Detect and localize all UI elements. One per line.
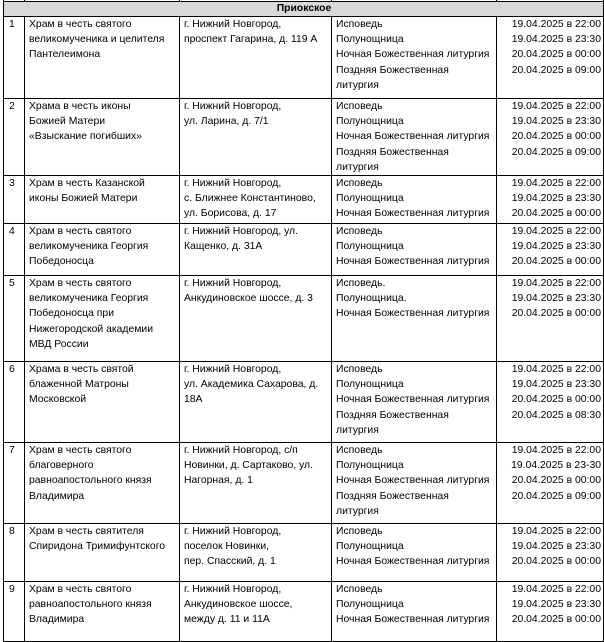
church-name-line: Храма в честь иконы xyxy=(29,101,131,112)
church-name xyxy=(25,223,180,275)
church-address xyxy=(180,581,332,641)
service-times-line: 19.04.2025 в 22:00 xyxy=(511,444,601,456)
service-list-line: Ночная Божественная литургия xyxy=(336,556,490,568)
church-name xyxy=(25,442,180,523)
service-list-line: Исповедь xyxy=(336,363,383,375)
service-times-line: 20.04.2025 в 09:00 xyxy=(511,490,601,502)
service-times-line: 19.04.2025 в 23:30 xyxy=(511,241,601,253)
district-header: Приокское xyxy=(4,2,604,17)
row-number: 2 xyxy=(4,99,25,176)
church-name-line: блаженной Матроны xyxy=(29,379,129,391)
church-address-line: между д. 11 и 11А xyxy=(184,614,270,626)
service-list-line: Исповедь xyxy=(336,525,383,537)
church-name-line: Божией Матери xyxy=(29,116,106,128)
church-address-line: ул. Ларина, д. 7/1 xyxy=(184,116,269,128)
service-list-line: Ночная Божественная литургия xyxy=(336,49,490,61)
church-name-line: Владимира xyxy=(29,614,85,626)
church-name-line: иконы Божией Матери xyxy=(29,193,138,205)
service-times-line: 20.04.2025 в 00:00 xyxy=(511,131,601,143)
church-name xyxy=(25,581,180,641)
service-list-line: Полунощница xyxy=(336,599,404,611)
church-address-line: г. Нижний Новгород, xyxy=(184,525,282,537)
table-row xyxy=(4,581,604,641)
service-list-line: Полунощница xyxy=(336,241,404,253)
church-name-line: Спиридона Тримифунтского xyxy=(29,541,166,553)
service-times-line: 20.04.2025 в 00:00 xyxy=(511,208,601,220)
table-row xyxy=(4,223,604,275)
service-times-line: 19.04.2025 в 22:00 xyxy=(511,363,601,375)
schedule-table xyxy=(3,0,604,642)
service-list-line: Ночная Божественная литургия xyxy=(336,308,490,320)
service-times-line: 19.04.2025 в 23:30 xyxy=(511,293,601,305)
service-list xyxy=(332,175,497,223)
service-list-line: Исповедь xyxy=(336,583,383,595)
church-name-line: Храм в честь святителя xyxy=(29,525,144,537)
row-number: 9 xyxy=(4,581,25,641)
service-times-line: 20.04.2025 в 00:00 xyxy=(511,475,601,487)
church-name-line: Храм в честь святого xyxy=(29,444,132,456)
church-address-line: 18А xyxy=(184,394,203,406)
church-name-line: равноапостольного князя xyxy=(29,599,152,611)
church-name-line: Храм в честь святого xyxy=(29,583,132,595)
service-list-line: Полунощница. xyxy=(336,293,407,305)
service-list-line: Поздняя Божественная xyxy=(336,490,449,502)
service-times-line: 19.04.2025 в 23:30 xyxy=(511,599,601,611)
church-name xyxy=(25,175,180,223)
church-address-line: ул. Академика Сахарова, д. xyxy=(184,379,319,391)
service-list-line: литургия xyxy=(336,505,379,517)
service-times-line: 20.04.2025 в 09:00 xyxy=(511,64,601,76)
church-address xyxy=(180,442,332,523)
service-times xyxy=(497,361,604,442)
service-list-line: Исповедь xyxy=(336,101,383,112)
church-address-line: Анкудиновское шоссе, д. 3 xyxy=(184,293,313,305)
church-address-line: г. Нижний Новгород, ул. xyxy=(184,225,299,237)
service-times-line: 19.04.2025 в 22:00 xyxy=(511,177,601,189)
service-times xyxy=(497,581,604,641)
service-times xyxy=(497,17,604,99)
church-name-line: Московской xyxy=(29,394,87,406)
service-times-line: 20.04.2025 в 00:00 xyxy=(511,308,601,320)
church-name-line: великомученика и целителя xyxy=(29,34,165,46)
church-name-line: Храма в честь святой xyxy=(29,363,134,375)
service-list-line: литургия xyxy=(336,424,379,436)
service-list-line: Ночная Божественная литургия xyxy=(336,256,490,268)
church-name xyxy=(25,523,180,581)
church-address-line: пер. Спасский, д. 1 xyxy=(184,556,276,568)
church-name-line: Храм в честь святого xyxy=(29,225,132,237)
service-list-line: Поздняя Божественная xyxy=(336,146,449,158)
service-times-line: 20.04.2025 в 00:00 xyxy=(511,49,601,61)
service-times xyxy=(497,223,604,275)
service-times xyxy=(497,275,604,361)
service-list xyxy=(332,99,497,176)
service-times-line: 19.04.2025 в 23-30 xyxy=(511,460,601,472)
table-row xyxy=(4,99,604,176)
service-list-line: Полунощница xyxy=(336,541,404,553)
service-times-line: 19.04.2025 в 23:30 xyxy=(511,379,601,391)
service-times-line: 19.04.2025 в 23:30 xyxy=(511,193,601,205)
service-list-line: Исповедь. xyxy=(336,277,386,289)
church-address xyxy=(180,99,332,176)
service-times-line: 19.04.2025 в 22:00 xyxy=(511,19,601,30)
church-address-line: поселок Новинки, xyxy=(184,541,270,553)
service-list xyxy=(332,223,497,275)
service-list-line: Исповедь xyxy=(336,444,383,456)
church-address-line: г. Нижний Новгород, xyxy=(184,19,282,30)
church-name-line: Пантелеимона xyxy=(29,49,101,61)
church-name-line: равноапостольного князя xyxy=(29,475,152,487)
service-list-line: Поздняя Божественная xyxy=(336,64,449,76)
service-times-line: 20.04.2025 в 00:00 xyxy=(511,394,601,406)
service-list-line: литургия xyxy=(336,161,379,173)
church-address xyxy=(180,361,332,442)
church-name-line: великомученика Георгия xyxy=(29,241,149,253)
service-times-line: 20.04.2025 в 00:00 xyxy=(511,256,601,268)
church-address xyxy=(180,223,332,275)
church-name xyxy=(25,275,180,361)
service-list-line: Полунощница xyxy=(336,116,404,128)
service-times-line: 20.04.2025 в 09:00 xyxy=(511,146,601,158)
church-address-line: г. Нижний Новгород, xyxy=(184,363,282,375)
church-address-line: г. Нижний Новгород, xyxy=(184,101,282,112)
church-address-line: Кащенко, д. 31А xyxy=(184,241,263,253)
church-name-line: «Взыскание погибших» xyxy=(29,131,142,143)
service-list-line: Ночная Божественная литургия xyxy=(336,394,490,406)
church-address-line: Нагорная, д. 1 xyxy=(184,475,253,487)
church-address-line: Новинки, д. Сартаково, ул. xyxy=(184,460,313,472)
row-number: 7 xyxy=(4,442,25,523)
church-name-line: Храм в честь святого xyxy=(29,19,132,30)
church-address xyxy=(180,17,332,99)
service-times-line: 20.04.2025 в 00:00 xyxy=(511,614,601,626)
row-number: 4 xyxy=(4,223,25,275)
service-list-line: Полунощница xyxy=(336,460,404,472)
church-name-line: благоверного xyxy=(29,460,94,472)
church-address-line: г. Нижний Новгород, xyxy=(184,583,282,595)
service-list-line: Полунощница xyxy=(336,34,404,46)
service-list xyxy=(332,523,497,581)
service-list-line: Поздняя Божественная xyxy=(336,409,449,421)
row-number: 3 xyxy=(4,175,25,223)
service-list-line: Ночная Божественная литургия xyxy=(336,614,490,626)
service-times xyxy=(497,442,604,523)
church-name-line: МВД России xyxy=(29,338,89,350)
table-row xyxy=(4,361,604,442)
row-number: 5 xyxy=(4,275,25,361)
church-name xyxy=(25,99,180,176)
service-times-line: 19.04.2025 в 23:30 xyxy=(511,34,601,46)
service-list xyxy=(332,361,497,442)
service-list-line: Исповедь xyxy=(336,177,383,189)
church-name xyxy=(25,361,180,442)
church-name-line: Победоносца xyxy=(29,256,94,268)
service-times-line: 20.04.2025 в 08:30 xyxy=(511,409,601,421)
church-name-line: великомученика Георгия xyxy=(29,293,149,305)
service-times xyxy=(497,99,604,176)
service-list-line: Полунощница xyxy=(336,379,404,391)
service-list-line: Ночная Божественная литургия xyxy=(336,208,490,220)
service-list-line: литургия xyxy=(336,79,379,91)
service-times xyxy=(497,523,604,581)
row-number: 8 xyxy=(4,523,25,581)
service-times-line: 19.04.2025 в 22:00 xyxy=(511,101,601,112)
church-address-line: г. Нижний Новгород, xyxy=(184,277,282,289)
service-times-line: 19.04.2025 в 22:00 xyxy=(511,525,601,537)
church-address-line: ул. Борисова, д. 17 xyxy=(184,208,277,220)
church-address xyxy=(180,175,332,223)
service-list-line: Ночная Божественная литургия xyxy=(336,475,490,487)
church-name-line: Нижегородской академии xyxy=(29,323,154,335)
service-list xyxy=(332,17,497,99)
service-list xyxy=(332,442,497,523)
church-address-line: Анкудиновское шоссе, xyxy=(184,599,293,611)
row-number: 1 xyxy=(4,17,25,99)
church-address-line: с. Ближнее Константиново, xyxy=(184,193,316,205)
service-list-line: Полунощница xyxy=(336,193,404,205)
church-name-line: Храм в честь Казанской xyxy=(29,177,145,189)
church-name-line: Победоносца при xyxy=(29,308,115,320)
service-list-line: Исповедь xyxy=(336,225,383,237)
table-row xyxy=(4,17,604,99)
church-address-line: проспект Гагарина, д. 119 А xyxy=(184,34,318,46)
service-times-line: 19.04.2025 в 22:00 xyxy=(511,277,601,289)
church-name-line: Храм в честь святого xyxy=(29,277,132,289)
service-times-line: 19.04.2025 в 22:00 xyxy=(511,583,601,595)
service-times-line: 19.04.2025 в 22:00 xyxy=(511,225,601,237)
church-address xyxy=(180,275,332,361)
service-times-line: 19.04.2025 в 23:30 xyxy=(511,116,601,128)
service-list xyxy=(332,581,497,641)
district-header-row xyxy=(4,2,604,17)
service-times-line: 19.04.2025 в 23:30 xyxy=(511,541,601,553)
table-row xyxy=(4,175,604,223)
church-name-line: Владимира xyxy=(29,490,85,502)
service-list-line: Исповедь xyxy=(336,19,383,30)
service-times-line: 20.04.2025 в 00:00 xyxy=(511,556,601,568)
table-row xyxy=(4,275,604,361)
church-name xyxy=(25,17,180,99)
row-number: 6 xyxy=(4,361,25,442)
table-row xyxy=(4,523,604,581)
table-row xyxy=(4,442,604,523)
service-list xyxy=(332,275,497,361)
church-address-line: г. Нижний Новгород, xyxy=(184,177,282,189)
church-address-line: г. Нижний Новгород, с/п xyxy=(184,444,298,456)
church-address xyxy=(180,523,332,581)
service-times xyxy=(497,175,604,223)
service-list-line: Ночная Божественная литургия xyxy=(336,131,490,143)
